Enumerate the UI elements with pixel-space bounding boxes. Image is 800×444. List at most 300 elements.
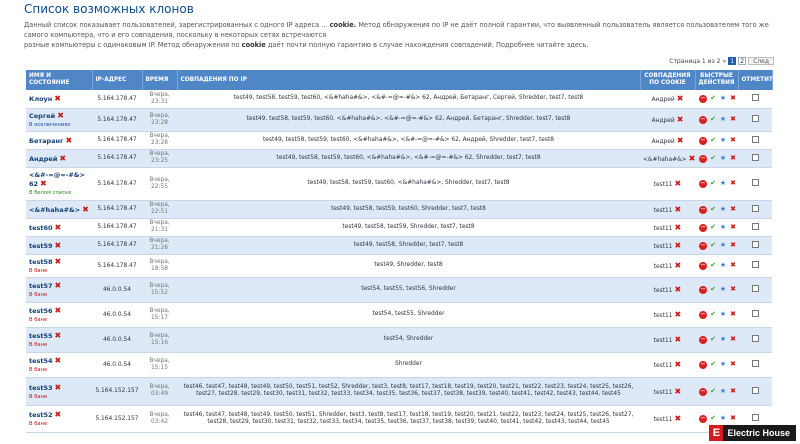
ip-address[interactable]: 5.164.152.157 <box>92 377 142 405</box>
time-day: Вчера, <box>149 357 170 364</box>
mark-checkbox[interactable] <box>752 310 759 317</box>
user-cell <box>26 90 92 108</box>
checkmark-icon[interactable]: ✔ <box>710 222 716 231</box>
mark-cell <box>738 167 772 200</box>
star-icon[interactable]: ★ <box>719 115 727 123</box>
ip-matches: test49, test58, test59, test60, <&#haha#&>, <&#-=@=-#&> 62, Андрей, Бетаранг, Shredder, test7, test8 <box>177 108 640 131</box>
table-body <box>26 90 772 432</box>
user-cell <box>26 327 92 352</box>
cookie-match-link[interactable]: test11 <box>653 338 673 344</box>
ip-matches: test49, test58, test59, Shredder, test7, test8 <box>177 218 640 236</box>
time-day: Вчера, <box>149 332 170 339</box>
red-x-icon[interactable]: ✖ <box>730 204 736 213</box>
remove-cookie-match-icon[interactable]: ✖ <box>674 386 682 396</box>
time-cell <box>142 377 177 405</box>
ip-matches: test49, test58, Shredder, test7, test8 <box>177 236 640 254</box>
time-cell <box>142 90 177 108</box>
remove-user-icon[interactable]: ✖ <box>57 111 64 120</box>
cookie-cell <box>640 200 695 218</box>
time-cell <box>142 200 177 218</box>
cookie-cell <box>640 377 695 405</box>
checkmark-icon[interactable]: ✔ <box>710 360 716 368</box>
no-entry-icon[interactable]: − <box>700 261 706 269</box>
remove-user-icon[interactable]: ✖ <box>65 135 73 145</box>
time-day: Вчера, <box>149 384 170 390</box>
user-name-link[interactable]: Сергей <box>29 112 56 120</box>
user-status: В бане <box>29 421 48 427</box>
remove-cookie-match-icon[interactable]: ✖ <box>688 153 696 163</box>
remove-user-icon[interactable]: ✖ <box>54 382 62 392</box>
ip-address[interactable]: 5.164.178.47 <box>92 218 142 236</box>
no-entry-icon[interactable]: − <box>700 414 706 422</box>
no-entry-icon[interactable]: − <box>700 94 706 103</box>
col-cookie-header[interactable]: СОВПАДЕНИЯ ПО COOKIE <box>640 70 695 90</box>
table-row <box>26 149 772 167</box>
col-ip-header[interactable]: IP-АДРЕС <box>92 70 142 90</box>
star-icon[interactable]: ★ <box>719 94 727 103</box>
user-cell <box>26 108 92 131</box>
mark-checkbox[interactable] <box>752 223 759 230</box>
remove-cookie-match-icon[interactable]: ✖ <box>676 115 684 124</box>
user-name-link[interactable]: test52 <box>29 411 53 419</box>
remove-user-icon[interactable]: ✖ <box>54 281 62 290</box>
user-cell <box>26 218 92 236</box>
watermark-text: Electric House <box>727 428 790 438</box>
cookie-match-link[interactable]: test11 <box>653 207 673 214</box>
time-day: Вчера, <box>149 176 170 183</box>
time-clock: 15:52 <box>151 289 168 296</box>
star-icon[interactable]: ★ <box>719 360 727 368</box>
cookie-cell <box>640 131 695 149</box>
mark-cell <box>738 377 772 405</box>
no-entry-icon[interactable]: − <box>700 204 706 213</box>
mark-checkbox[interactable] <box>752 414 759 421</box>
table-row <box>26 352 772 377</box>
time-day: Вчера, <box>149 307 170 314</box>
user-name-link[interactable]: <&#-=@=-#&> 62 <box>29 171 85 188</box>
time-day: Вчера, <box>149 202 170 208</box>
user-name-link[interactable]: test56 <box>29 307 53 315</box>
time-cell <box>142 405 177 432</box>
cookie-cell <box>640 218 695 236</box>
remove-user-icon[interactable]: ✖ <box>54 306 62 315</box>
mark-checkbox[interactable] <box>752 94 759 101</box>
col-ip-matches-header[interactable]: СОВПАДЕНИЯ ПО IP <box>177 70 640 90</box>
red-x-icon[interactable]: ✖ <box>730 360 736 368</box>
ip-matches: test49, test58, test59, test60, <&#haha#&>, <&#-=@=-#&> 62, Shredder, test7, test8 <box>177 149 640 167</box>
cookie-match-link[interactable]: test11 <box>653 288 673 294</box>
quick-actions <box>695 167 738 200</box>
remove-cookie-match-icon[interactable]: ✖ <box>674 335 682 344</box>
checkmark-icon[interactable]: ✔ <box>710 310 716 318</box>
star-icon[interactable]: ★ <box>719 135 727 144</box>
watermark-logo-icon: E <box>709 425 723 441</box>
table-row <box>26 131 772 149</box>
time-cell <box>142 149 177 167</box>
user-name-link[interactable]: test54 <box>29 357 53 365</box>
quick-actions <box>695 352 738 377</box>
red-x-icon[interactable]: ✖ <box>730 414 736 422</box>
user-cell <box>26 131 92 149</box>
remove-user-icon[interactable]: ✖ <box>54 94 61 104</box>
red-x-icon[interactable]: ✖ <box>730 179 736 187</box>
user-status: В белом списке <box>29 190 72 196</box>
time-cell <box>142 352 177 377</box>
table-row <box>26 108 772 131</box>
table-row <box>26 302 772 327</box>
red-x-icon[interactable]: ✖ <box>730 153 736 162</box>
remove-user-icon[interactable]: ✖ <box>54 222 62 232</box>
cookie-cell <box>640 254 695 277</box>
time-cell <box>142 277 177 302</box>
mark-cell <box>738 218 772 236</box>
time-day: Вчера, <box>149 282 170 289</box>
remove-cookie-match-icon[interactable]: ✖ <box>674 204 682 214</box>
cookie-cell <box>640 277 695 302</box>
remove-user-icon[interactable]: ✖ <box>54 257 62 266</box>
mark-cell <box>738 90 772 108</box>
user-status: В бане <box>29 268 48 274</box>
table-row <box>26 405 772 432</box>
cookie-match-link[interactable]: test11 <box>653 225 673 232</box>
ip-address[interactable]: 5.164.178.47 <box>92 236 142 254</box>
remove-cookie-match-icon[interactable]: ✖ <box>676 135 684 145</box>
page-1-button[interactable]: 1 <box>728 57 736 65</box>
mark-checkbox[interactable] <box>752 241 759 248</box>
checkmark-icon[interactable]: ✔ <box>710 204 716 213</box>
remove-cookie-match-icon[interactable]: ✖ <box>674 310 682 319</box>
time-cell <box>142 131 177 149</box>
user-cell <box>26 377 92 405</box>
cookie-match-link[interactable]: test11 <box>653 243 673 250</box>
table-row <box>26 167 772 200</box>
pagination <box>669 57 774 65</box>
remove-cookie-match-icon[interactable]: ✖ <box>674 261 682 270</box>
time-cell <box>142 167 177 200</box>
star-icon[interactable]: ★ <box>719 386 727 395</box>
user-name-link[interactable]: test57 <box>29 282 53 290</box>
quick-actions <box>695 90 738 108</box>
user-status: В бане <box>29 342 48 348</box>
cookie-match-link[interactable]: test11 <box>653 264 673 270</box>
remove-cookie-match-icon[interactable]: ✖ <box>674 222 682 232</box>
checkmark-icon[interactable]: ✔ <box>710 135 716 144</box>
quick-actions <box>695 149 738 167</box>
red-x-icon[interactable]: ✖ <box>730 222 736 231</box>
user-name-link[interactable]: test60 <box>29 223 53 232</box>
user-status: В бане <box>29 292 48 298</box>
user-cell <box>26 149 92 167</box>
star-icon[interactable]: ★ <box>719 240 727 249</box>
ip-address[interactable]: 5.164.152.157 <box>92 405 142 432</box>
quick-actions <box>695 218 738 236</box>
intro-part-4: даёт почти полную гарантию в случае нахождения совпадений. Подробнее читайте здесь. <box>265 41 589 49</box>
user-cell <box>26 236 92 254</box>
user-name-link[interactable]: <&#haha#&> <box>29 205 81 214</box>
red-x-icon[interactable]: ✖ <box>730 261 736 269</box>
table-row <box>26 90 772 108</box>
ip-address[interactable]: 46.0.0.54 <box>92 352 142 377</box>
remove-cookie-match-icon[interactable]: ✖ <box>674 414 682 423</box>
page-title: Список возможных клонов <box>24 2 194 16</box>
checkmark-icon[interactable]: ✔ <box>710 386 716 395</box>
remove-user-icon[interactable]: ✖ <box>82 204 89 214</box>
cookie-cell <box>640 352 695 377</box>
user-status: В исключениях <box>29 122 71 128</box>
ip-matches: test49, test58, test59, test60, <&#haha#&>, Shredder, test7, test8 <box>177 167 640 200</box>
ip-address[interactable]: 5.164.178.47 <box>92 200 142 218</box>
user-status: В бане <box>29 393 48 400</box>
ip-address[interactable]: 5.164.178.47 <box>92 108 142 131</box>
no-entry-icon[interactable]: − <box>700 153 706 162</box>
cookie-cell <box>640 236 695 254</box>
time-cell <box>142 218 177 236</box>
mark-checkbox[interactable] <box>752 115 759 122</box>
star-icon[interactable]: ★ <box>719 414 727 422</box>
time-clock: 22:51 <box>151 209 168 215</box>
mark-cell <box>738 302 772 327</box>
quick-actions <box>695 254 738 277</box>
col-time-header[interactable]: ВРЕМЯ <box>142 70 177 90</box>
ip-address[interactable]: 5.164.178.47 <box>92 131 142 149</box>
time-day: Вчера, <box>149 411 170 418</box>
red-x-icon[interactable]: ✖ <box>730 335 736 343</box>
mark-checkbox[interactable] <box>752 360 759 367</box>
checkmark-icon[interactable]: ✔ <box>710 414 716 422</box>
time-cell <box>142 327 177 352</box>
time-day: Вчера, <box>149 258 170 265</box>
no-entry-icon[interactable]: − <box>700 285 706 293</box>
checkmark-icon[interactable]: ✔ <box>710 153 716 162</box>
cookie-match-link[interactable]: <&#haha#&> <box>643 156 687 163</box>
col-name-header[interactable]: ИМЯ И СОСТОЯНИЕ <box>26 70 92 90</box>
cookie-cell <box>640 302 695 327</box>
user-status: В бане <box>29 367 48 373</box>
time-clock: 23:31 <box>151 98 168 105</box>
ip-address[interactable]: 5.164.178.47 <box>92 149 142 167</box>
time-clock: 23:28 <box>151 119 168 126</box>
user-cell <box>26 167 92 200</box>
no-entry-icon[interactable]: − <box>700 222 706 231</box>
red-x-icon[interactable]: ✖ <box>730 94 736 103</box>
table-row <box>26 200 772 218</box>
remove-cookie-match-icon[interactable]: ✖ <box>674 360 682 369</box>
time-clock: 15:15 <box>151 364 168 371</box>
checkmark-icon[interactable]: ✔ <box>710 240 716 249</box>
remove-user-icon[interactable]: ✖ <box>54 331 62 340</box>
ip-matches: test54, test55, Shredder <box>177 302 640 327</box>
red-x-icon[interactable]: ✖ <box>730 240 736 249</box>
star-icon[interactable]: ★ <box>719 204 727 213</box>
time-day: Вчера, <box>149 220 170 226</box>
ip-matches: test49, test58, test59, test60, Shredder, test7, test8 <box>177 200 640 218</box>
cookie-match-link[interactable]: Андрей <box>651 97 675 104</box>
user-name-link[interactable]: test59 <box>29 241 53 250</box>
quick-actions <box>695 377 738 405</box>
col-actions-header: БЫСТРЫЕ ДЕЙСТВИЯ <box>695 70 738 90</box>
no-entry-icon[interactable]: − <box>700 310 706 318</box>
user-name-link[interactable]: test55 <box>29 332 53 340</box>
quick-actions <box>695 200 738 218</box>
red-x-icon[interactable]: ✖ <box>730 135 736 144</box>
no-entry-icon[interactable]: − <box>700 135 706 144</box>
checkmark-icon[interactable]: ✔ <box>710 179 716 187</box>
checkmark-icon[interactable]: ✔ <box>710 261 716 269</box>
mark-cell <box>738 108 772 131</box>
cookie-match-link[interactable]: test11 <box>653 182 673 188</box>
time-cell <box>142 108 177 131</box>
star-icon[interactable]: ★ <box>719 153 727 162</box>
table-header-row <box>26 70 772 90</box>
cookie-match-link[interactable]: Андрей <box>651 138 675 145</box>
cookie-match-link[interactable]: test11 <box>653 363 673 369</box>
star-icon[interactable]: ★ <box>719 222 727 231</box>
cookie-cell <box>640 149 695 167</box>
remove-cookie-match-icon[interactable]: ✖ <box>674 285 682 294</box>
cookie-match-link[interactable]: test11 <box>653 313 673 319</box>
mark-checkbox[interactable] <box>752 154 759 161</box>
no-entry-icon[interactable]: − <box>700 179 706 187</box>
intro-cookie-2: cookie <box>241 41 266 49</box>
no-entry-icon[interactable]: − <box>700 240 706 249</box>
mark-checkbox[interactable] <box>752 261 759 268</box>
red-x-icon[interactable]: ✖ <box>730 310 736 318</box>
intro-part-1: Данный список показывает пользователей, зарегистрированных с одного IP адреса ... <box>24 21 330 29</box>
user-cell <box>26 254 92 277</box>
star-icon[interactable]: ★ <box>719 261 727 269</box>
mark-cell <box>738 131 772 149</box>
checkmark-icon[interactable]: ✔ <box>710 335 716 343</box>
cookie-cell <box>640 167 695 200</box>
red-x-icon[interactable]: ✖ <box>730 386 736 395</box>
user-cell <box>26 405 92 432</box>
remove-user-icon[interactable]: ✖ <box>54 240 62 250</box>
mark-cell <box>738 236 772 254</box>
user-cell <box>26 277 92 302</box>
checkmark-icon[interactable]: ✔ <box>710 94 716 103</box>
cookie-match-link[interactable]: test11 <box>653 417 673 423</box>
star-icon[interactable]: ★ <box>719 285 727 293</box>
user-name-link[interactable]: Клоун <box>29 95 53 104</box>
user-name-link[interactable]: Андрей <box>29 154 58 163</box>
ip-matches: test49, Shredder, test8 <box>177 254 640 277</box>
time-cell <box>142 302 177 327</box>
remove-cookie-match-icon[interactable]: ✖ <box>674 240 682 250</box>
remove-cookie-match-icon[interactable]: ✖ <box>674 179 682 188</box>
remove-user-icon[interactable]: ✖ <box>54 356 62 365</box>
red-x-icon[interactable]: ✖ <box>730 285 736 293</box>
checkmark-icon[interactable]: ✔ <box>710 115 716 123</box>
next-page-button[interactable]: След <box>748 57 774 65</box>
no-entry-icon[interactable]: − <box>700 335 706 343</box>
mark-checkbox[interactable] <box>752 285 759 292</box>
time-cell <box>142 236 177 254</box>
ip-address[interactable]: 46.0.0.54 <box>92 327 142 352</box>
remove-user-icon[interactable]: ✖ <box>59 153 67 163</box>
clones-table <box>26 70 778 433</box>
mark-cell <box>738 149 772 167</box>
cookie-cell <box>640 90 695 108</box>
table-row <box>26 377 772 405</box>
ip-matches: test46, test47, test48, test49, test50, test51, test52, Shredder, test3, test8, test17, test18, test19, test20, test21, test22, test23, test24, test25, test26, test27, test28, test29, test30, test31, test32, test33, test34, test35, test36, test37, test38, test39, test40, test41, test42, test43, test44, test45 <box>177 377 640 405</box>
mark-checkbox[interactable] <box>752 335 759 342</box>
no-entry-icon[interactable]: − <box>700 115 706 123</box>
star-icon[interactable]: ★ <box>719 310 727 318</box>
ip-address[interactable]: 5.164.178.47 <box>92 167 142 200</box>
time-clock: 03:42 <box>151 418 168 425</box>
remove-user-icon[interactable]: ✖ <box>40 179 47 188</box>
no-entry-icon[interactable]: − <box>700 386 706 395</box>
time-day: Вчера, <box>149 133 170 139</box>
cookie-match-link[interactable]: Андрей <box>651 118 675 124</box>
time-day: Вчера, <box>149 112 170 119</box>
quick-actions <box>695 236 738 254</box>
time-cell <box>142 254 177 277</box>
table-row <box>26 236 772 254</box>
checkmark-icon[interactable]: ✔ <box>710 285 716 293</box>
cookie-cell <box>640 405 695 432</box>
time-clock: 23:28 <box>151 140 168 146</box>
watermark <box>709 425 796 441</box>
no-entry-icon[interactable]: − <box>700 360 706 368</box>
mark-cell <box>738 352 772 377</box>
mark-cell <box>738 277 772 302</box>
time-clock: 22:55 <box>151 183 168 190</box>
ip-matches: test54, Shredder <box>177 327 640 352</box>
user-name-link[interactable]: test58 <box>29 258 53 266</box>
mark-cell <box>738 254 772 277</box>
user-cell <box>26 352 92 377</box>
ip-matches: test54, test55, test56, Shredder <box>177 277 640 302</box>
ip-address[interactable]: 46.0.0.54 <box>92 277 142 302</box>
user-cell <box>26 302 92 327</box>
star-icon[interactable]: ★ <box>719 335 727 343</box>
star-icon[interactable]: ★ <box>719 179 727 187</box>
time-clock: 15:17 <box>151 314 168 321</box>
remove-user-icon[interactable]: ✖ <box>54 410 62 419</box>
table-row <box>26 327 772 352</box>
cookie-cell <box>640 108 695 131</box>
time-day: Вчера, <box>149 238 170 244</box>
user-status: В бане <box>29 317 48 323</box>
red-x-icon[interactable]: ✖ <box>730 115 736 123</box>
time-clock: 03:49 <box>151 391 168 397</box>
ip-address[interactable]: 5.164.178.47 <box>92 254 142 277</box>
time-clock: 21:26 <box>151 245 168 251</box>
time-clock: 21:31 <box>151 227 168 233</box>
quick-actions <box>695 277 738 302</box>
page-arrow[interactable]: » <box>722 57 727 65</box>
time-clock: 15:16 <box>151 339 168 346</box>
ip-address[interactable]: 46.0.0.54 <box>92 302 142 327</box>
table-row <box>26 254 772 277</box>
mark-checkbox[interactable] <box>752 179 759 186</box>
page-2-button[interactable]: 2 <box>738 57 746 65</box>
time-clock: 23:25 <box>151 158 168 164</box>
remove-cookie-match-icon[interactable]: ✖ <box>676 94 684 104</box>
mark-checkbox[interactable] <box>752 136 759 143</box>
user-name-link[interactable]: test53 <box>29 383 53 392</box>
intro-part-3: разные компьютеры с одинаковым IP. Метод обнаружения по <box>24 41 242 49</box>
user-name-link[interactable]: Бетаранг <box>29 136 64 145</box>
mark-checkbox[interactable] <box>752 205 759 212</box>
ip-matches: test46, test47, test48, test49, test50, test51, Shredder, test3, test8, test17, test18, test19, test20, test21, test22, test23, test24, test25, test26, test27, test28, test29, test30, test31, test32, test33, test34, test35, test36, test37, test38, test39, test40, test41, test42, test43, test44, test45 <box>177 405 640 432</box>
quick-actions <box>695 302 738 327</box>
ip-address[interactable]: 5.164.178.47 <box>92 90 142 108</box>
cookie-match-link[interactable]: test11 <box>653 389 673 396</box>
mark-checkbox[interactable] <box>752 387 759 394</box>
cookie-cell <box>640 327 695 352</box>
